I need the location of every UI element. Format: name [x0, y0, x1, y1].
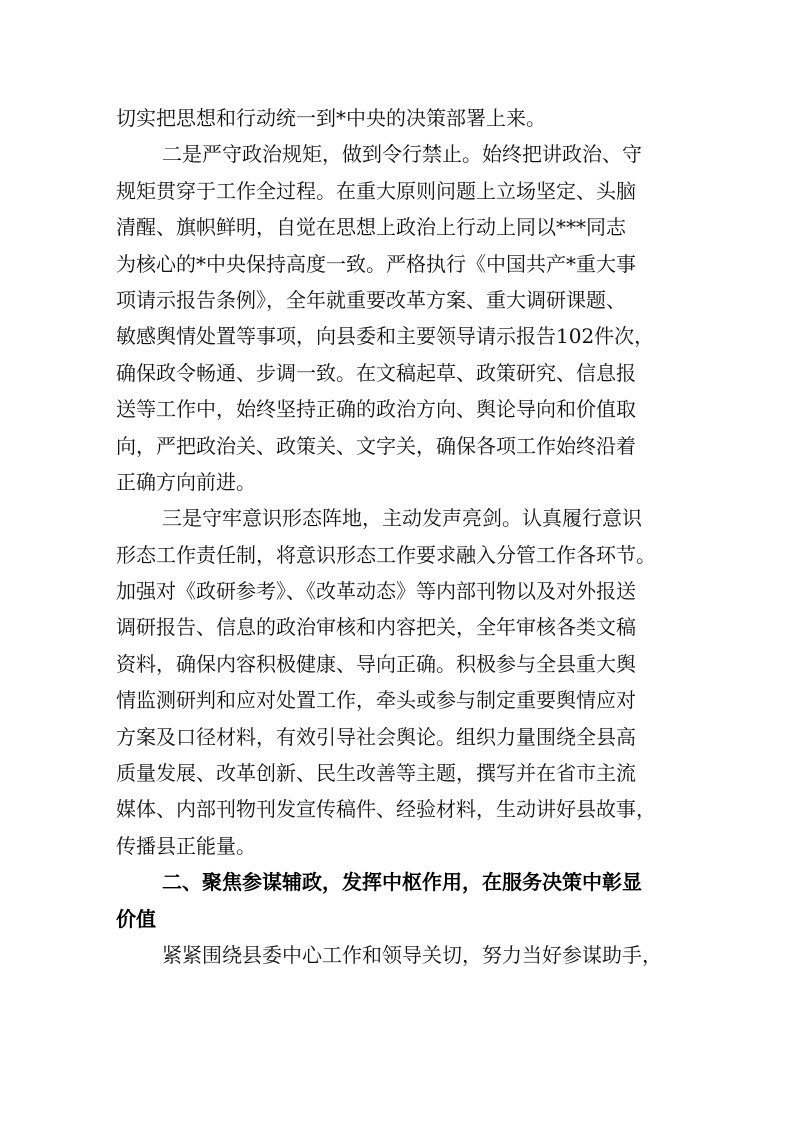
paragraph-line: 规矩贯穿于工作全过程。在重大原则问题上立场坚定、头脑 [116, 178, 636, 203]
paragraph-line: 三是守牢意识形态阵地，主动发声亮剑。认真履行意识 [162, 506, 642, 531]
paragraph-line: 二是严守政治规矩，做到令行禁止。始终把讲政治、守 [162, 142, 642, 167]
section-heading: 二、聚焦参谋辅政，发挥中枢作用，在服务决策中彰显 [162, 870, 642, 895]
paragraph-line: 项请示报告条例》，全年就重要改革方案、重大调研课题、 [116, 287, 626, 312]
paragraph-line: 传播县正能量。 [116, 833, 256, 858]
paragraph-line: 资料，确保内容积极健康、导向正确。积极参与全县重大舆 [116, 651, 636, 676]
paragraph-line: 方案及口径材料，有效引导社会舆论。组织力量围绕全县高 [116, 724, 636, 749]
paragraph-line: 切实把思想和行动统一到*中央的决策部署上来。 [116, 106, 546, 130]
document-body [116, 100, 682, 973]
paragraph-line: 清醒、旗帜鲜明，自觉在思想上政治上行动上同以***同志 [116, 215, 626, 240]
paragraph-line: 加强对《政研参考》、《改革动态》等内部刊物以及对外报送 [116, 579, 636, 604]
paragraph-line: 确保政令畅通、步调一致。在文稿起草、政策研究、信息报 [116, 360, 636, 385]
paragraph-line: 调研报告、信息的政治审核和内容把关，全年审核各类文稿 [116, 615, 636, 640]
paragraph-line: 敏感舆情处置等事项，向县委和主要领导请示报告102件次， [116, 324, 655, 349]
paragraph-line: 正确方向前进。 [116, 469, 256, 494]
paragraph-line: 质量发展、改革创新、民生改善等主题，撰写并在省市主流 [116, 761, 636, 786]
paragraph-line: 向，严把政治关、政策关、文字关，确保各项工作始终沿着 [116, 433, 636, 458]
paragraph-line: 形态工作责任制，将意识形态工作要求融入分管工作各环节。 [116, 542, 656, 567]
paragraph-line: 情监测研判和应对处置工作，牵头或参与制定重要舆情应对 [116, 688, 636, 713]
paragraph-line: 送等工作中，始终坚持正确的政治方向、舆论导向和价值取 [116, 397, 636, 422]
section-heading: 价值 [116, 906, 156, 931]
paragraph-line: 媒体、内部刊物刊发宣传稿件、经验材料，生动讲好县故事， [116, 797, 656, 822]
paragraph-line: 紧紧围绕县委中心工作和领导关切，努力当好参谋助手， [162, 942, 662, 967]
paragraph-line: 为核心的*中央保持高度一致。严格执行《中国共产*重大事 [116, 251, 636, 276]
